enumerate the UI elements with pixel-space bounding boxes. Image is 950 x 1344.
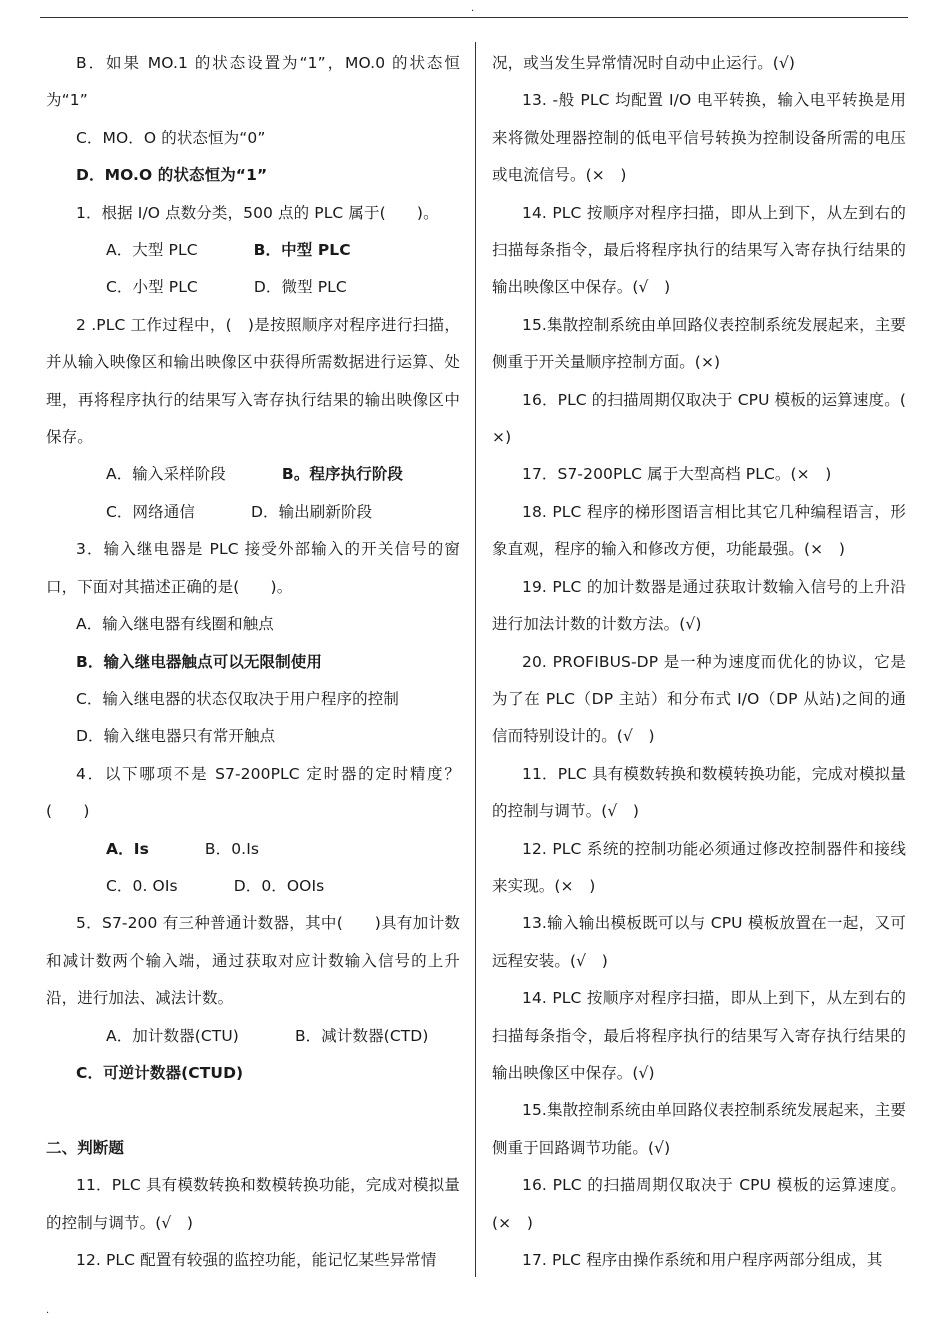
judgement-13b: 13.输入输出模板既可以与 CPU 模板放置在一起，又可远程安装。(√ ) (492, 914, 906, 970)
question-1-options-row2 (46, 269, 460, 306)
q5-option-c-answer: C．可逆计数器(CTUD) (76, 1063, 244, 1082)
q2-option-c: C．网络通信 (106, 502, 195, 521)
question-1-options-row1 (46, 232, 460, 269)
column-divider (475, 42, 476, 1277)
q2-option-d: D．输出刷新阶段 (250, 502, 373, 521)
judgement-15b: 15.集散控制系统由单回路仪表控制系统发展起来，主要侧重于回路调节功能。(√) (492, 1101, 906, 1157)
q1-option-a: A．大型 PLC (106, 241, 198, 260)
left-column (46, 45, 460, 1279)
judgement-17: 17．S7-200PLC 属于大型高档 PLC。(× ) (522, 465, 832, 484)
question-2-options-row1 (46, 456, 460, 493)
judgement-16b: 16. PLC 的扫描周期仅取决于 CPU 模板的运算速度。(× ) (492, 1176, 906, 1232)
judgement-14b: 14. PLC 按顺序对程序扫描，即从上到下，从左到右的扫描每条指令，最后将程序执行的结果写入寄存执行结果的输出映像区中保存。(√) (492, 989, 906, 1082)
header-rule (40, 17, 908, 18)
question-4-stem: 4．以下哪项不是 S7-200PLC 定时器的定时精度？( ) (46, 764, 460, 821)
q1-option-b-answer: B．中型 PLC (253, 241, 351, 260)
q0-option-d-answer: D．MO.O 的状态恒为“1” (76, 166, 268, 185)
q5-option-a: A．加计数器(CTU) (106, 1026, 239, 1045)
question-1-stem: 1．根据 I/O 点数分类，500 点的 PLC 属于( )。 (76, 203, 439, 222)
question-4-options-row2 (46, 868, 460, 905)
q1-option-c: C．小型 PLC (106, 278, 198, 297)
judgement-12-start: 12. PLC 配置有较强的监控功能，能记忆某些异常情 (76, 1250, 437, 1269)
q4-option-a-answer: A．Is (106, 839, 149, 858)
question-3-stem: 3．输入继电器是 PLC 接受外部输入的开关信号的窗口，下面对其描述正确的是( )。 (46, 540, 460, 596)
judgement-14: 14. PLC 按顺序对程序扫描，即从上到下，从左到右的扫描每条指令，最后将程序执行的结果写入寄存执行结果的输出映像区中保存。(√ ) (492, 203, 906, 297)
q3-option-b-answer: B．输入继电器触点可以无限制使用 (76, 652, 322, 671)
question-2-options-row2 (46, 494, 460, 531)
q4-option-b: B．0.Is (204, 839, 260, 858)
judgement-18: 18. PLC 程序的梯形图语言相比其它几种编程语言，形象直观，程序的输入和修改方便，功能最强。(× ) (492, 502, 906, 559)
judgement-16: 16．PLC 的扫描周期仅取决于 CPU 模板的运算速度。( ×) (492, 390, 922, 447)
right-column (492, 45, 922, 1279)
q3-option-a: A．输入继电器有线圈和触点 (76, 615, 274, 634)
section-title-judgement: 二、判断题 (46, 1138, 125, 1157)
judgement-12b: 12. PLC 系统的控制功能必须通过修改控制器件和接线来实现。(× ) (492, 839, 906, 895)
judgement-11b: 11．PLC 具有模数转换和数模转换功能，完成对模拟量的控制与调节。(√ ) (492, 764, 906, 821)
q3-option-c: C．输入继电器的状态仅取决于用户程序的控制 (76, 689, 399, 708)
judgement-19: 19. PLC 的加计数器是通过获取计数输入信号的上升沿进行加法计数的计数方法。(√) (492, 577, 906, 634)
q1-option-d: D．微型 PLC (253, 278, 347, 297)
judgement-15: 15.集散控制系统由单回路仪表控制系统发展起来，主要侧重于开关量顺序控制方面。(×) (492, 315, 906, 372)
q2-option-b-answer: B。程序执行阶段 (281, 465, 404, 484)
question-5-options-row1 (46, 1018, 460, 1055)
judgement-20: 20. PROFIBUS-DP 是一种为速度而优化的协议，它是为了在 PLC（DP 主站）和分布式 I/O（DP 从站)之间的通信而特别设计的。(√ ) (492, 652, 906, 746)
header-mark: . (471, 3, 475, 14)
judgement-13: 13. -般 PLC 均配置 I/O 电平转换，输入电平转换是用来将微处理器控制的低电平信号转换为控制设备所需的电压或电流信号。(× ) (492, 91, 906, 185)
q0-option-c: C．MO．O 的状态恒为“0” (76, 128, 266, 147)
judgement-11: 11．PLC 具有模数转换和数模转换功能，完成对模拟量的控制与调节。(√ ) (46, 1176, 460, 1232)
footer-mark: . (46, 1305, 50, 1316)
q5-option-b: B．减计数器(CTD) (294, 1026, 429, 1045)
question-4-options-row1 (46, 831, 460, 868)
q0-option-b: B．如果 MO.1 的状态设置为“1”，MO.0 的状态恒为“1” (46, 54, 460, 110)
q2-option-a: A．输入采样阶段 (106, 465, 226, 484)
judgement-17b-start: 17. PLC 程序由操作系统和用户程序两部分组成，其 (522, 1251, 883, 1269)
question-2-stem: 2 .PLC 工作过程中，( )是按照顺序对程序进行扫描，并从输入映像区和输出映像区中获得所需数据进行运算、处理，再将程序执行的结果写入寄存执行结果的输出映像区中保存。 (46, 315, 460, 447)
q4-option-d: D．0．OOIs (233, 876, 325, 895)
spacer (46, 1092, 460, 1129)
question-5-stem: 5．S7-200 有三种普通计数器，其中( )具有加计数和减计数两个输入端，通过获取对应计数输入信号的上升沿，进行加法、减法计数。 (46, 914, 460, 1008)
q3-option-d: D．输入继电器只有常开触点 (76, 727, 276, 746)
q4-option-c: C．0. OIs (106, 876, 178, 895)
judgement-12-end: 况，或当发生异常情况时自动中止运行。(√) (492, 54, 796, 72)
